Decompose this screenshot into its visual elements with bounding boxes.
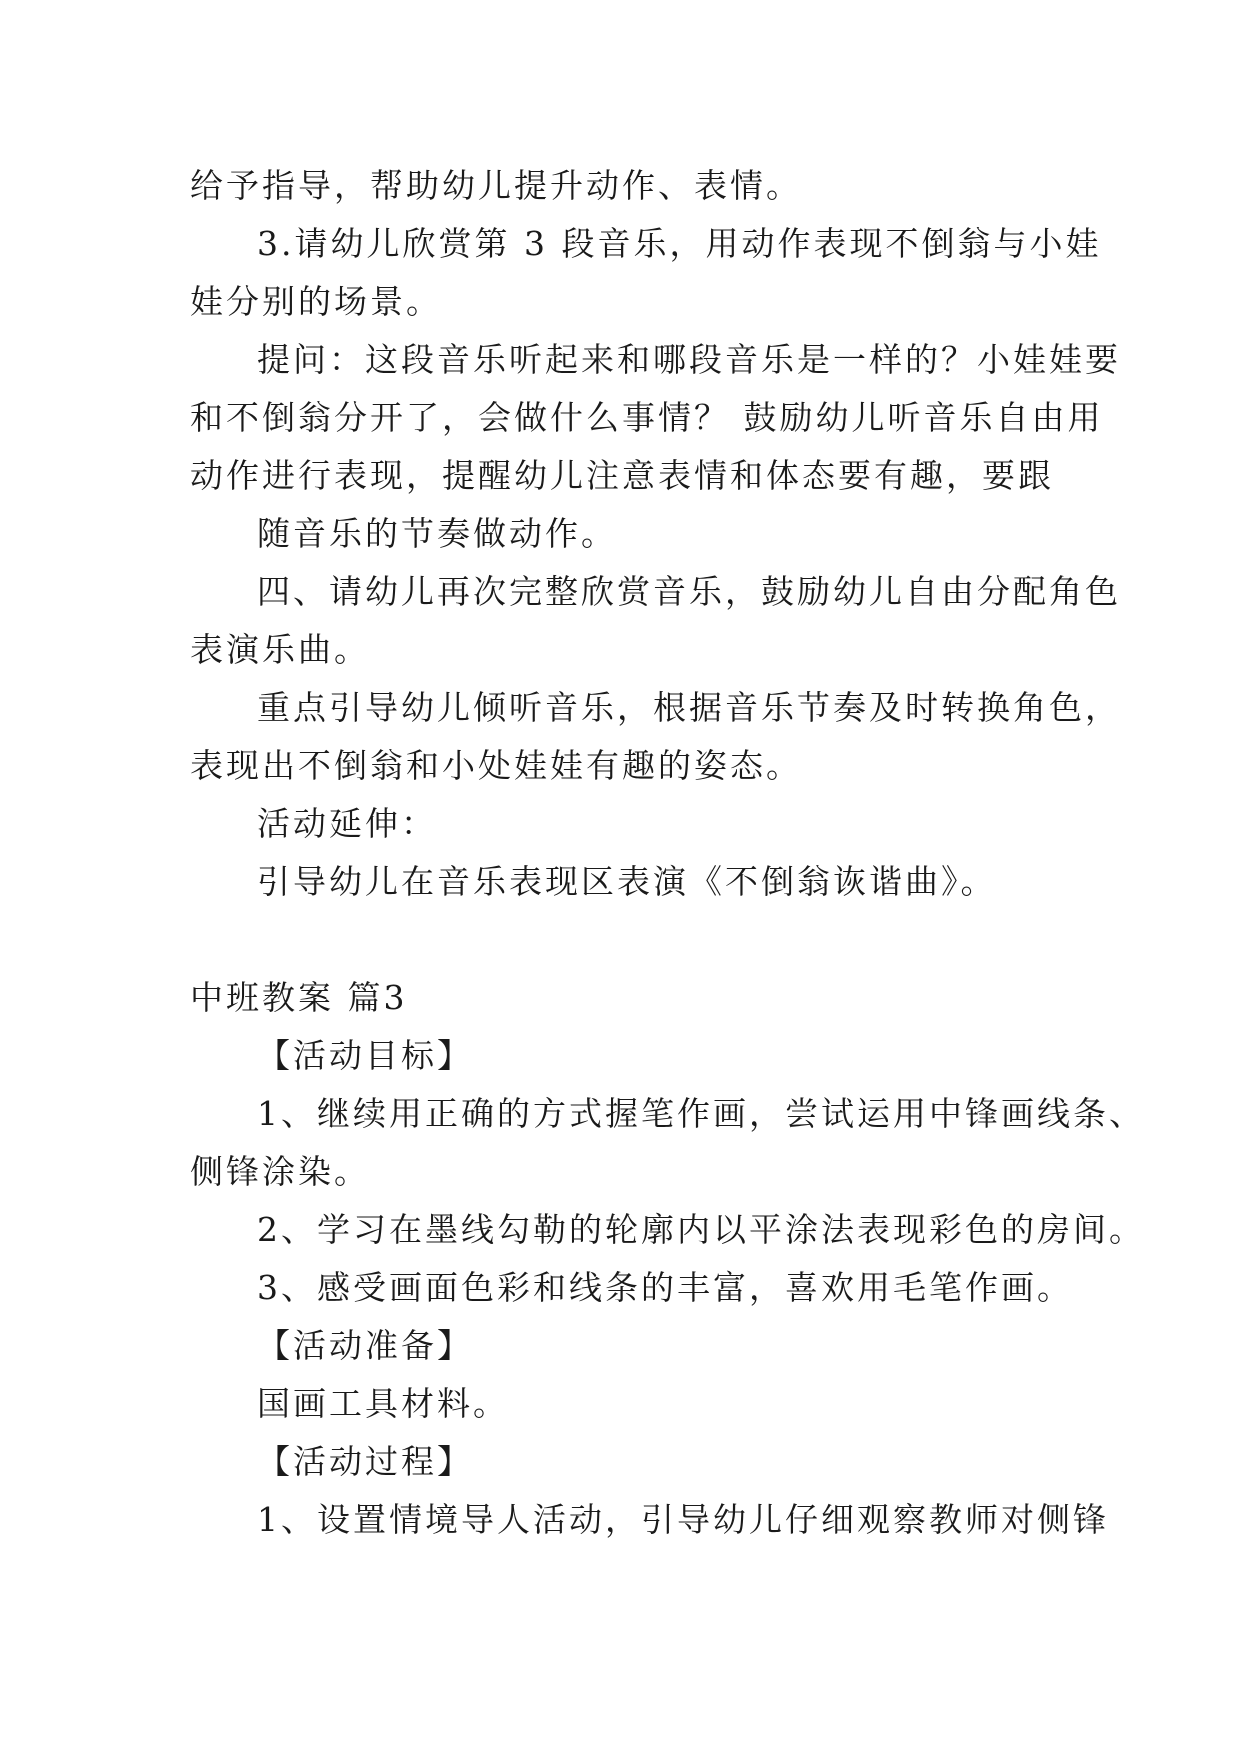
paragraph-line: 随音乐的节奏做动作。 [257,514,617,553]
paragraph-line: 引导幼儿在音乐表现区表演《不倒翁诙谐曲》。 [257,862,997,901]
paragraph-line: 四、请幼儿再次完整欣赏音乐，鼓励幼儿自由分配角色 [257,572,1121,611]
paragraph-line: 和不倒翁分开了，会做什么事情？ 鼓励幼儿听音乐自由用 [190,398,1104,437]
paragraph-line: 国画工具材料。 [257,1384,509,1423]
paragraph-line: 表演乐曲。 [190,630,370,669]
paragraph-line: 3、感受画面色彩和线条的丰富，喜欢用毛笔作画。 [257,1268,1073,1307]
paragraph-line: 表现出不倒翁和小处娃娃有趣的姿态。 [190,746,802,785]
paragraph-line: 活动延伸： [257,804,437,843]
paragraph-line: 给予指导，帮助幼儿提升动作、表情。 [190,166,802,205]
subheading: 【活动目标】 [257,1036,473,1075]
subheading: 【活动过程】 [257,1442,473,1481]
paragraph-line: 3.请幼儿欣赏第 3 段音乐，用动作表现不倒翁与小娃 [257,224,1102,263]
paragraph-line: 提问：这段音乐听起来和哪段音乐是一样的？小娃娃要 [257,340,1121,379]
section-heading: 中班教案 篇3 [190,978,408,1017]
paragraph-line: 娃分别的场景。 [190,282,442,321]
paragraph-line: 1、设置情境导人活动，引导幼儿仔细观察教师对侧锋 [257,1500,1109,1539]
subheading: 【活动准备】 [257,1326,473,1365]
paragraph-line: 1、继续用正确的方式握笔作画，尝试运用中锋画线条、 [257,1094,1145,1133]
paragraph-line: 重点引导幼儿倾听音乐，根据音乐节奏及时转换角色， [257,688,1121,727]
paragraph-line: 侧锋涂染。 [190,1152,370,1191]
paragraph-line: 2、学习在墨线勾勒的轮廓内以平涂法表现彩色的房间。 [257,1210,1145,1249]
paragraph-line: 动作进行表现，提醒幼儿注意表情和体态要有趣，要跟 [190,456,1054,495]
